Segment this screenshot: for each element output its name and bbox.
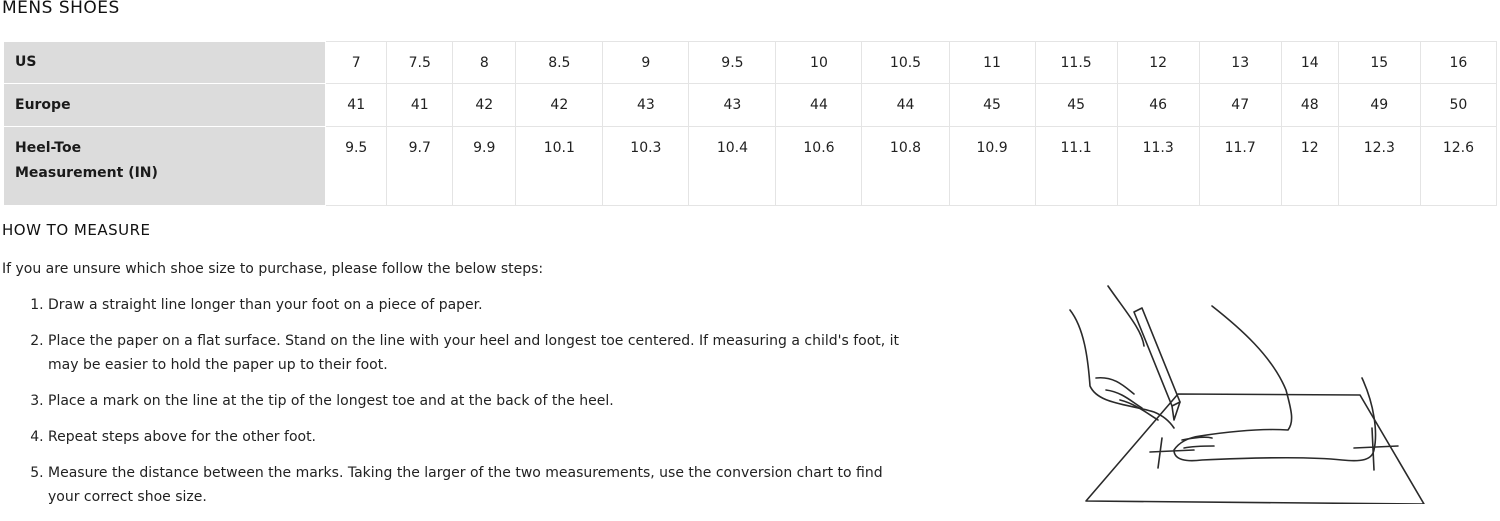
table-cell: 10.3 bbox=[603, 127, 689, 206]
measure-steps-list bbox=[48, 293, 918, 521]
table-cell: 46 bbox=[1117, 84, 1199, 127]
table-cell: 11.5 bbox=[1035, 42, 1117, 84]
size-conversion-table bbox=[3, 41, 1497, 206]
row-header: Heel-Toe Measurement (IN) bbox=[4, 127, 326, 206]
table-cell: 11.7 bbox=[1199, 127, 1281, 206]
table-cell: 43 bbox=[689, 84, 776, 127]
us-row bbox=[4, 42, 1497, 84]
table-cell: 44 bbox=[776, 84, 862, 127]
step-5: 5. Measure the distance between the marks. Taking the larger of the two measurements, use the conversion chart to find your correct shoe size. bbox=[48, 461, 918, 509]
table-cell: 7 bbox=[326, 42, 387, 84]
table-cell: 12.6 bbox=[1420, 127, 1496, 206]
page-title: MENS SHOES bbox=[2, 0, 120, 18]
how-to-measure-heading: HOW TO MEASURE bbox=[2, 221, 151, 239]
step-1: 1. Draw a straight line longer than your foot on a piece of paper. bbox=[48, 293, 918, 317]
table-cell: 11 bbox=[949, 42, 1035, 84]
row-header: Europe bbox=[4, 84, 326, 127]
table-cell: 8.5 bbox=[516, 42, 603, 84]
table-cell: 14 bbox=[1281, 42, 1338, 84]
table-cell: 42 bbox=[516, 84, 603, 127]
row-header: US bbox=[4, 42, 326, 84]
hand-outline bbox=[1070, 310, 1174, 428]
table-cell: 8 bbox=[453, 42, 516, 84]
table-cell: 42 bbox=[453, 84, 516, 127]
step-2: 2. Place the paper on a flat surface. Stand on the line with your heel and longest toe centered. If measuring a child's foot, it may be easier to hold the paper up to their foot. bbox=[48, 329, 918, 377]
table-cell: 10.9 bbox=[949, 127, 1035, 206]
pen-icon bbox=[1134, 308, 1180, 406]
table-cell: 11.3 bbox=[1117, 127, 1199, 206]
foot-measure-illustration bbox=[1062, 282, 1442, 508]
table-cell: 50 bbox=[1420, 84, 1496, 127]
table-cell: 10.1 bbox=[516, 127, 603, 206]
table-cell: 45 bbox=[1035, 84, 1117, 127]
table-cell: 48 bbox=[1281, 84, 1338, 127]
table-cell: 10.6 bbox=[776, 127, 862, 206]
table-cell: 12 bbox=[1117, 42, 1199, 84]
table-cell: 10.8 bbox=[862, 127, 949, 206]
heel-toe-row bbox=[4, 127, 1497, 206]
table-cell: 9.5 bbox=[689, 42, 776, 84]
table-cell: 9 bbox=[603, 42, 689, 84]
step-4: 4. Repeat steps above for the other foot. bbox=[48, 425, 918, 449]
table-cell: 15 bbox=[1338, 42, 1420, 84]
table-cell: 11.1 bbox=[1035, 127, 1117, 206]
toe-mark bbox=[1150, 438, 1194, 468]
table-cell: 47 bbox=[1199, 84, 1281, 127]
table-cell: 44 bbox=[862, 84, 949, 127]
table-cell: 10.4 bbox=[689, 127, 776, 206]
table-cell: 12 bbox=[1281, 127, 1338, 206]
europe-row bbox=[4, 84, 1497, 127]
table-cell: 10.5 bbox=[862, 42, 949, 84]
table-cell: 41 bbox=[326, 84, 387, 127]
table-cell: 7.5 bbox=[387, 42, 453, 84]
step-3: 3. Place a mark on the line at the tip of the longest toe and at the back of the heel. bbox=[48, 389, 918, 413]
how-to-intro: If you are unsure which shoe size to purchase, please follow the below steps: bbox=[2, 261, 544, 277]
table-cell: 49 bbox=[1338, 84, 1420, 127]
table-cell: 16 bbox=[1420, 42, 1496, 84]
table-cell: 41 bbox=[387, 84, 453, 127]
table-cell: 9.9 bbox=[453, 127, 516, 206]
table-cell: 9.5 bbox=[326, 127, 387, 206]
table-cell: 13 bbox=[1199, 42, 1281, 84]
table-cell: 45 bbox=[949, 84, 1035, 127]
table-cell: 9.7 bbox=[387, 127, 453, 206]
table-cell: 43 bbox=[603, 84, 689, 127]
table-cell: 12.3 bbox=[1338, 127, 1420, 206]
table-cell: 10 bbox=[776, 42, 862, 84]
